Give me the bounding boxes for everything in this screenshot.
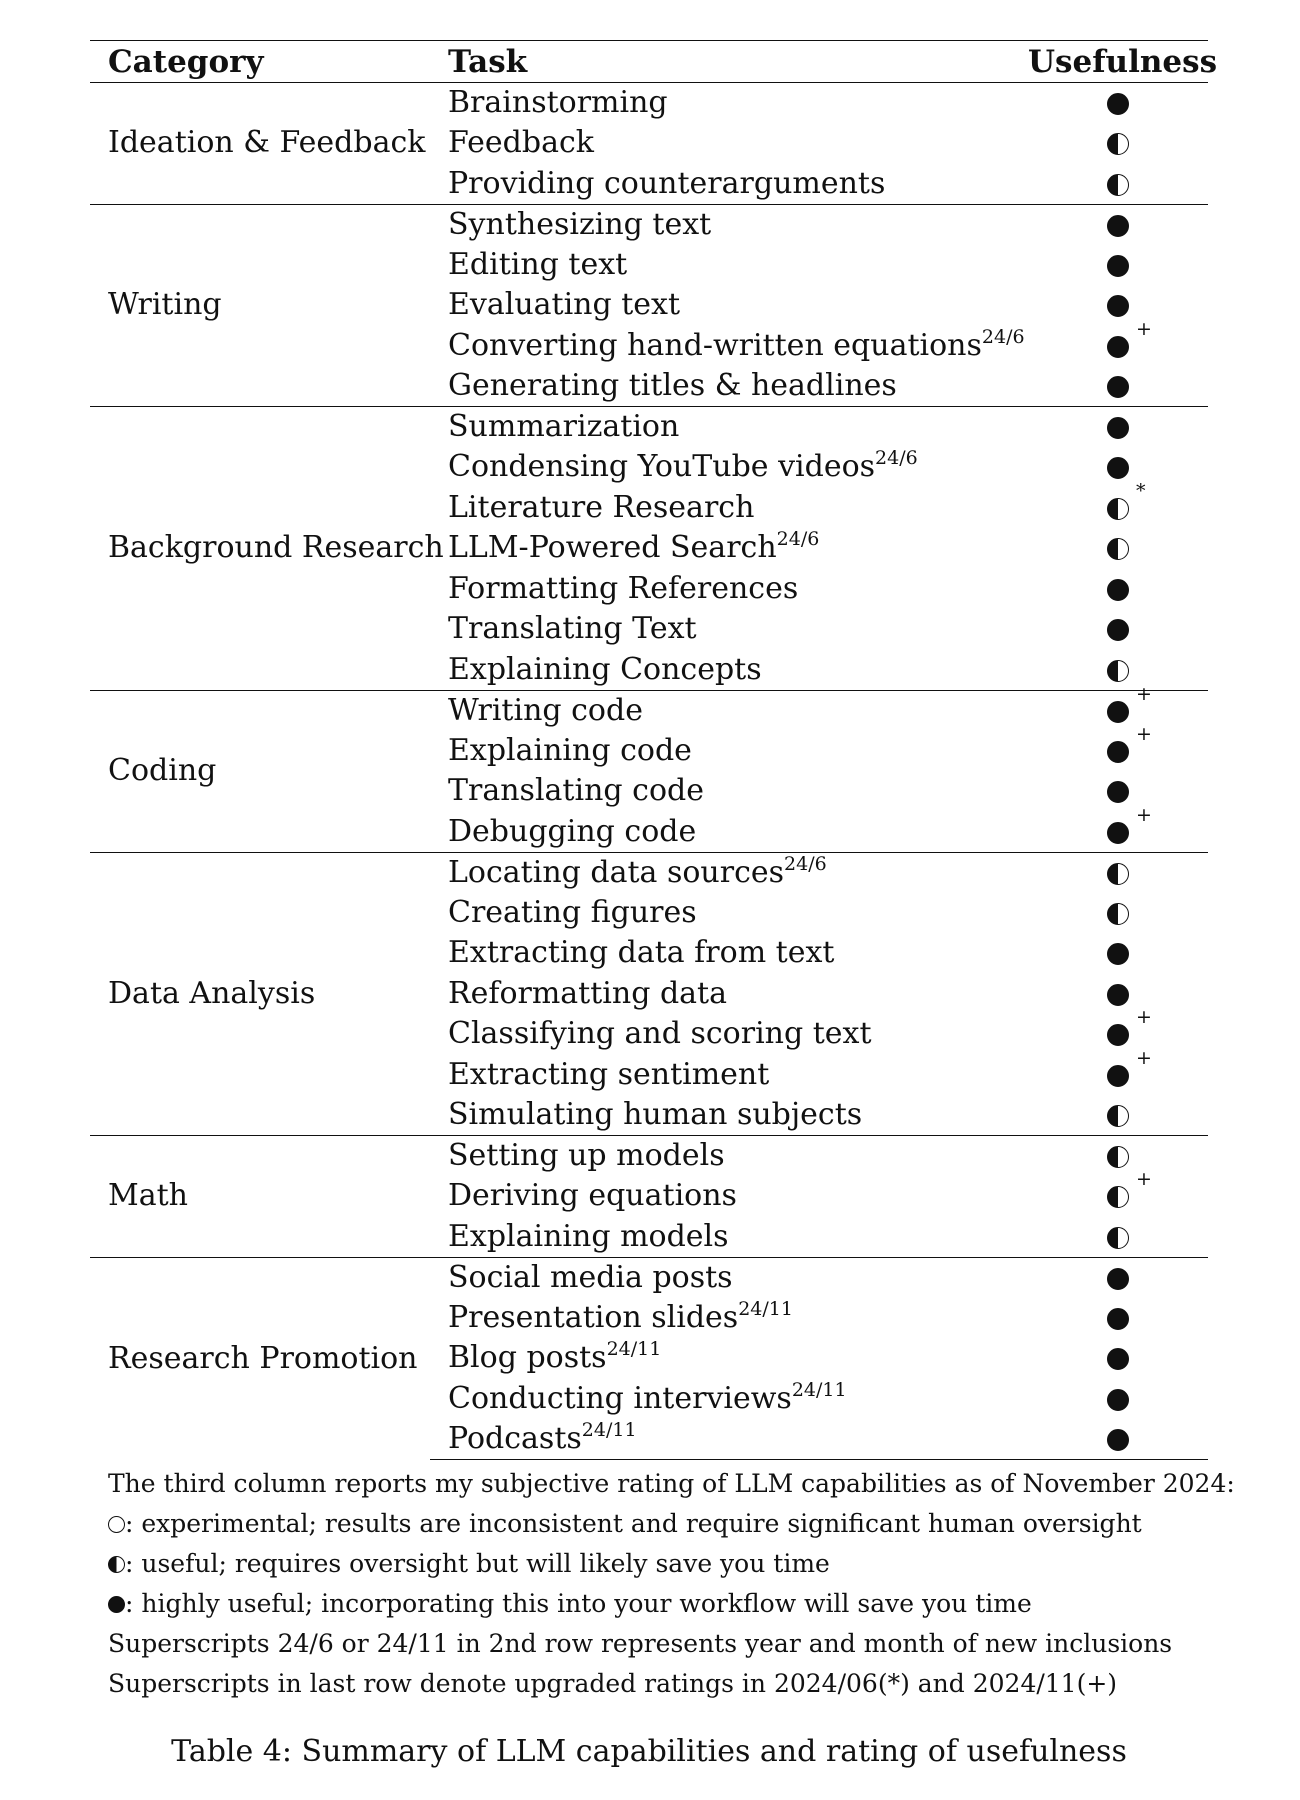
table-caption: Table 4: Summary of LLM capabilities and rating of usefulness [171, 1734, 1127, 1769]
rating-mark [1107, 1141, 1129, 1171]
task-label: Feedback [448, 125, 594, 161]
task-cell [430, 1379, 1028, 1420]
usefulness-cell [1028, 1136, 1208, 1177]
rating-mark [1107, 1343, 1129, 1373]
task-label: Translating code [448, 773, 704, 809]
task-cell [430, 771, 1028, 812]
usefulness-cell [1028, 650, 1208, 691]
table-header-row [90, 41, 1208, 83]
task-label: Brainstorming [448, 85, 668, 120]
task-cell [430, 690, 1028, 731]
task-cell [430, 1055, 1028, 1096]
task-cell [430, 609, 1028, 650]
task-cell [430, 83, 1028, 124]
task-cell [430, 933, 1028, 974]
rating-mark [1107, 1303, 1129, 1333]
note-text: : useful; requires oversight but will likely save you time [125, 1549, 830, 1578]
rating-mark [1107, 412, 1129, 442]
rating-full-circle-icon [1107, 701, 1129, 723]
rating-mark: + [1107, 1019, 1129, 1049]
usefulness-cell [1028, 803, 1208, 853]
usefulness-cell [1028, 1006, 1208, 1055]
rating-half-circle-icon [1107, 538, 1129, 560]
inclusion-date-superscript: 24/11 [606, 1338, 662, 1361]
task-cell [430, 893, 1028, 934]
capabilities-table-block [90, 40, 1235, 1704]
usefulness-cell [1028, 722, 1208, 772]
task-label: Explaining Concepts [448, 651, 762, 687]
table-row [90, 852, 1208, 893]
rating-mark: + [1107, 1181, 1129, 1211]
task-cell [430, 407, 1028, 448]
rating-mark [1107, 1384, 1129, 1414]
note-text: Superscripts in last row denote upgraded ratings in 2024/06(*) and 2024/11(+) [108, 1669, 1118, 1698]
rating-full-circle-icon [1107, 93, 1129, 115]
task-label: Deriving equations [448, 1178, 737, 1214]
usefulness-cell [1028, 83, 1208, 124]
rating-mark [1107, 88, 1129, 118]
usefulness-cell [1028, 974, 1208, 1015]
inclusion-date-superscript: 24/11 [738, 1297, 793, 1320]
task-label: Explaining code [448, 732, 692, 768]
table-body [90, 83, 1208, 1460]
task-label: Explaining models [448, 1218, 729, 1254]
table-row [90, 407, 1208, 448]
task-cell [430, 285, 1028, 326]
note-text: : highly useful; incorporating this into your workflow will save you time [125, 1589, 1032, 1618]
rating-mark [1107, 979, 1129, 1009]
rating-mark: + [1107, 736, 1129, 766]
usefulness-cell [1028, 1379, 1208, 1420]
task-cell [430, 731, 1028, 772]
usefulness-cell [1028, 893, 1208, 934]
task-label: Editing text [448, 246, 628, 282]
rating-mark: + [1107, 696, 1129, 726]
rating-mark: + [1107, 817, 1129, 847]
usefulness-cell [1028, 569, 1208, 610]
task-cell [430, 1338, 1028, 1379]
rating-mark [1107, 1100, 1129, 1130]
rating-mark [1107, 574, 1129, 604]
task-label: Presentation slides [448, 1299, 739, 1335]
category-cell: Research Promotion [90, 1257, 430, 1460]
table-row [90, 1257, 1208, 1298]
rating-mark [1107, 210, 1129, 240]
task-label: Generating titles & headlines [448, 368, 897, 403]
task-cell [430, 366, 1028, 407]
rating-half-circle-icon [1107, 1146, 1129, 1168]
note-text: : experimental; results are inconsistent and require significant human oversight [125, 1509, 1142, 1538]
rating-full-circle-icon [1107, 579, 1129, 601]
rating-full-circle-icon [1107, 1268, 1129, 1290]
rating-empty-circle-icon [108, 1516, 125, 1533]
task-cell [430, 1217, 1028, 1258]
usefulness-cell [1028, 1046, 1208, 1096]
rating-full-circle-icon [1107, 1308, 1129, 1330]
table-row [90, 690, 1208, 731]
task-cell [430, 1014, 1028, 1055]
header-usefulness: Usefulness [1028, 41, 1208, 83]
rating-full-circle-icon [1107, 255, 1129, 277]
rating-mark [1107, 169, 1129, 199]
table-row [90, 1136, 1208, 1177]
rating-mark [1107, 128, 1129, 158]
task-label: Condensing YouTube videos [448, 449, 876, 485]
task-cell [430, 650, 1028, 691]
task-cell [430, 1298, 1028, 1339]
rating-full-circle-icon [1107, 741, 1129, 763]
task-cell [430, 326, 1028, 367]
task-cell [430, 488, 1028, 529]
task-cell [430, 1257, 1028, 1298]
usefulness-cell [1028, 447, 1208, 488]
usefulness-cell [1028, 933, 1208, 974]
task-label: Podcasts [448, 1421, 582, 1456]
task-label: Classifying and scoring text [448, 1016, 872, 1052]
rating-mark: + [1107, 331, 1129, 361]
task-cell [430, 812, 1028, 853]
usefulness-cell [1028, 479, 1208, 529]
rating-full-circle-icon [1107, 619, 1129, 641]
inclusion-date-superscript: 24/6 [875, 447, 918, 470]
note-line [90, 1504, 1208, 1544]
rating-mark: + [1107, 1060, 1129, 1090]
task-cell [430, 569, 1028, 610]
task-label: Translating Text [448, 611, 697, 647]
note-line [90, 1664, 1208, 1704]
rating-mark [1107, 655, 1129, 685]
note-line [90, 1544, 1208, 1584]
task-cell [430, 164, 1028, 205]
rating-full-circle-icon [108, 1596, 125, 1613]
task-cell [430, 528, 1028, 569]
task-cell [430, 974, 1028, 1015]
usefulness-cell [1028, 1217, 1208, 1258]
rating-mark [1107, 290, 1129, 320]
task-cell [430, 245, 1028, 286]
rating-mark [1107, 898, 1129, 928]
usefulness-cell [1028, 1257, 1208, 1298]
inclusion-date-superscript: 24/6 [776, 528, 820, 551]
rating-full-circle-icon [1107, 984, 1129, 1006]
rating-mark [1107, 452, 1129, 482]
rating-full-circle-icon [1107, 417, 1129, 439]
rating-full-circle-icon [1107, 822, 1129, 844]
table-notes [90, 1464, 1235, 1704]
task-label: Simulating human subjects [448, 1097, 863, 1132]
usefulness-cell [1028, 164, 1208, 205]
usefulness-cell [1028, 1338, 1208, 1379]
rating-mark [1107, 250, 1129, 280]
task-cell [430, 1176, 1028, 1217]
inclusion-date-superscript: 24/6 [784, 852, 827, 875]
usefulness-cell [1028, 528, 1208, 569]
note-text: Superscripts 24/6 or 24/11 in 2nd row represents year and month of new inclusions [108, 1629, 1173, 1658]
category-cell: Writing [90, 204, 430, 407]
task-label: Summarization [448, 409, 680, 444]
note-line [90, 1464, 1235, 1504]
rating-full-circle-icon [1107, 943, 1129, 965]
usefulness-cell [1028, 123, 1208, 164]
task-label: Debugging code [448, 813, 697, 849]
rating-half-circle-icon [1107, 1186, 1129, 1208]
rating-full-circle-icon [1107, 1348, 1129, 1370]
rating-full-circle-icon [1107, 1429, 1129, 1451]
usefulness-cell [1028, 407, 1208, 448]
table-row [90, 204, 1208, 245]
usefulness-cell [1028, 285, 1208, 326]
rating-mark [1107, 614, 1129, 644]
usefulness-cell [1028, 366, 1208, 407]
usefulness-cell [1028, 1095, 1208, 1136]
inclusion-date-superscript: 24/6 [981, 325, 1025, 348]
rating-full-circle-icon [1107, 1065, 1129, 1087]
usefulness-cell [1028, 852, 1208, 893]
task-label: Setting up models [448, 1138, 725, 1173]
rating-mark [1107, 858, 1129, 888]
task-cell [430, 852, 1028, 893]
task-label: Conducting interviews [448, 1380, 792, 1416]
task-cell [430, 1095, 1028, 1136]
category-cell: Ideation & Feedback [90, 83, 430, 205]
usefulness-cell [1028, 1298, 1208, 1339]
rating-half-circle-icon [1107, 903, 1129, 925]
rating-full-circle-icon [1107, 1389, 1129, 1411]
inclusion-date-superscript: 24/11 [791, 1378, 847, 1401]
rating-half-circle-icon [108, 1556, 125, 1573]
header-task: Task [430, 41, 1028, 83]
task-label: Creating figures [448, 894, 697, 930]
task-label: LLM-Powered Search [448, 530, 777, 566]
rating-mark [1107, 533, 1129, 563]
task-label: Blog posts [448, 1340, 607, 1376]
header-category: Category [90, 41, 430, 83]
category-cell: Math [90, 1136, 430, 1258]
task-label: Providing counterarguments [448, 165, 886, 201]
task-cell [430, 1419, 1028, 1460]
task-label: Extracting sentiment [448, 1056, 770, 1092]
task-cell [430, 123, 1028, 164]
task-label: Locating data sources [448, 854, 785, 890]
task-cell [430, 447, 1028, 488]
task-cell [430, 1136, 1028, 1177]
inclusion-date-superscript: 24/11 [581, 1419, 637, 1441]
usefulness-cell [1028, 609, 1208, 650]
usefulness-cell [1028, 771, 1208, 812]
task-label: Extracting data from text [448, 935, 835, 971]
capabilities-table [90, 40, 1218, 1460]
rating-mark [1107, 371, 1129, 401]
task-label: Literature Research [448, 489, 755, 525]
category-cell: Data Analysis [90, 852, 430, 1136]
category-cell: Background Research [90, 407, 430, 691]
rating-full-circle-icon [1107, 457, 1129, 479]
note-text: The third column reports my subjective rating of LLM capabilities as of November 2024: [108, 1469, 1235, 1498]
rating-half-circle-icon [1107, 660, 1129, 682]
table-row [90, 83, 1208, 124]
task-label: Writing code [448, 692, 643, 728]
rating-half-circle-icon [1107, 863, 1129, 885]
rating-mark [1107, 938, 1129, 968]
rating-full-circle-icon [1107, 295, 1129, 317]
rating-half-circle-icon [1107, 1105, 1129, 1127]
task-label: Synthesizing text [448, 206, 712, 242]
rating-full-circle-icon [1107, 781, 1129, 803]
category-cell: Coding [90, 690, 430, 852]
rating-half-circle-icon [1107, 174, 1129, 196]
task-label: Social media posts [448, 1259, 733, 1295]
rating-full-circle-icon [1107, 215, 1129, 237]
task-label: Converting hand-written equations [448, 327, 982, 363]
usefulness-cell [1028, 1168, 1208, 1217]
rating-mark [1107, 1222, 1129, 1252]
usefulness-cell [1028, 317, 1208, 367]
usefulness-cell [1028, 204, 1208, 245]
rating-half-circle-icon [1107, 133, 1129, 155]
rating-full-circle-icon [1107, 376, 1129, 398]
task-label: Formatting References [448, 570, 799, 606]
task-cell [430, 204, 1028, 245]
rating-half-circle-icon [1107, 498, 1129, 520]
usefulness-cell [1028, 682, 1208, 731]
rating-mark [1107, 1263, 1129, 1293]
rating-half-circle-icon [1107, 1227, 1129, 1249]
rating-full-circle-icon [1107, 336, 1129, 358]
note-line [90, 1624, 1208, 1664]
note-line [90, 1584, 1208, 1624]
usefulness-cell [1028, 1419, 1208, 1460]
rating-full-circle-icon [1107, 1024, 1129, 1046]
rating-mark [1107, 776, 1129, 806]
rating-mark: * [1107, 493, 1129, 523]
task-label: Evaluating text [448, 287, 681, 323]
usefulness-cell [1028, 245, 1208, 286]
task-label: Reformatting data [448, 975, 727, 1011]
rating-mark [1107, 1424, 1129, 1454]
